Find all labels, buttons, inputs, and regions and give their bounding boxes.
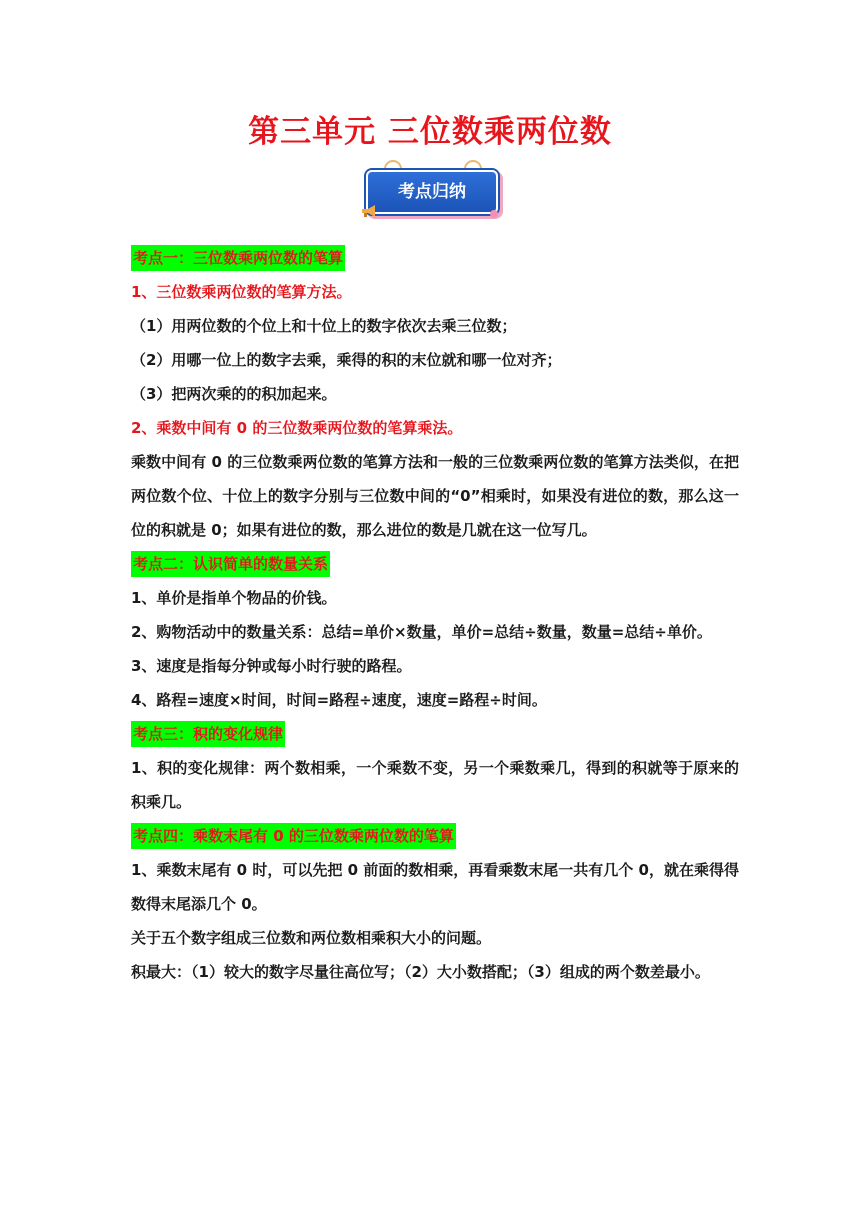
paragraph: 1、积的变化规律：两个数相乘，一个乘数不变，另一个乘数乘几，得到的积就等于原来的积乘几。 xyxy=(131,759,739,811)
section-heading-2: 考点二：认识简单的数量关系 xyxy=(131,547,739,581)
page-title: 第三单元 三位数乘两位数 xyxy=(248,114,612,150)
list-item: 2、购物活动中的数量关系：总结=单价×数量，单价=总结÷数量，数量=总结÷单价。 xyxy=(131,623,712,641)
paragraph: 1、乘数末尾有 0 时，可以先把 0 前面的数相乘，再看乘数末尾一共有几个 0，就在乘得得数得末尾添几个 0。 xyxy=(131,861,739,913)
section-heading-3: 考点三：积的变化规律 xyxy=(131,717,739,751)
list-item: 3、速度是指每分钟或每小时行驶的路程。 xyxy=(131,657,412,675)
paragraph: 积最大：（1）较大的数字尽量往高位写；（2）大小数搭配；（3）组成的两个数差最小。 xyxy=(131,963,710,981)
list-item: 1、单价是指单个物品的价钱。 xyxy=(131,589,337,607)
list-item: （3）把两次乘的的积加起来。 xyxy=(131,385,337,403)
subheading-1: 1、三位数乘两位数的笔算方法。 xyxy=(131,283,352,301)
list-item: （2）用哪一位上的数字去乘，乘得的积的末位就和哪一位对齐； xyxy=(131,351,562,369)
paragraph: 关于五个数字组成三位数和两位数相乘积大小的问题。 xyxy=(131,929,492,947)
subheading-2: 2、乘数中间有 0 的三位数乘两位数的笔算乘法。 xyxy=(131,419,463,437)
list-item: 4、路程=速度×时间，时间=路程÷速度，速度=路程÷时间。 xyxy=(131,691,547,709)
paragraph: 乘数中间有 0 的三位数乘两位数的笔算方法和一般的三位数乘两位数的笔算方法类似，在把两位数个位、十位上的数字分别与三位数中间的“0”相乘时，如果没有进位的数，那么这一位的积就是 0；如果有进位的数，那么进位的数是几就在这一位写几。 xyxy=(131,453,739,539)
section-heading-1: 考点一：三位数乘两位数的笔算 xyxy=(131,241,739,275)
main-content xyxy=(131,241,739,989)
badge-label: 考点归纳 xyxy=(366,170,498,214)
list-item: （1）用两位数的个位上和十位上的数字依次去乘三位数； xyxy=(131,317,517,335)
section-badge xyxy=(362,160,502,222)
megaphone-icon xyxy=(360,204,378,218)
decor-dot xyxy=(490,210,498,218)
section-heading-4: 考点四：乘数末尾有 0 的三位数乘两位数的笔算 xyxy=(131,819,739,853)
